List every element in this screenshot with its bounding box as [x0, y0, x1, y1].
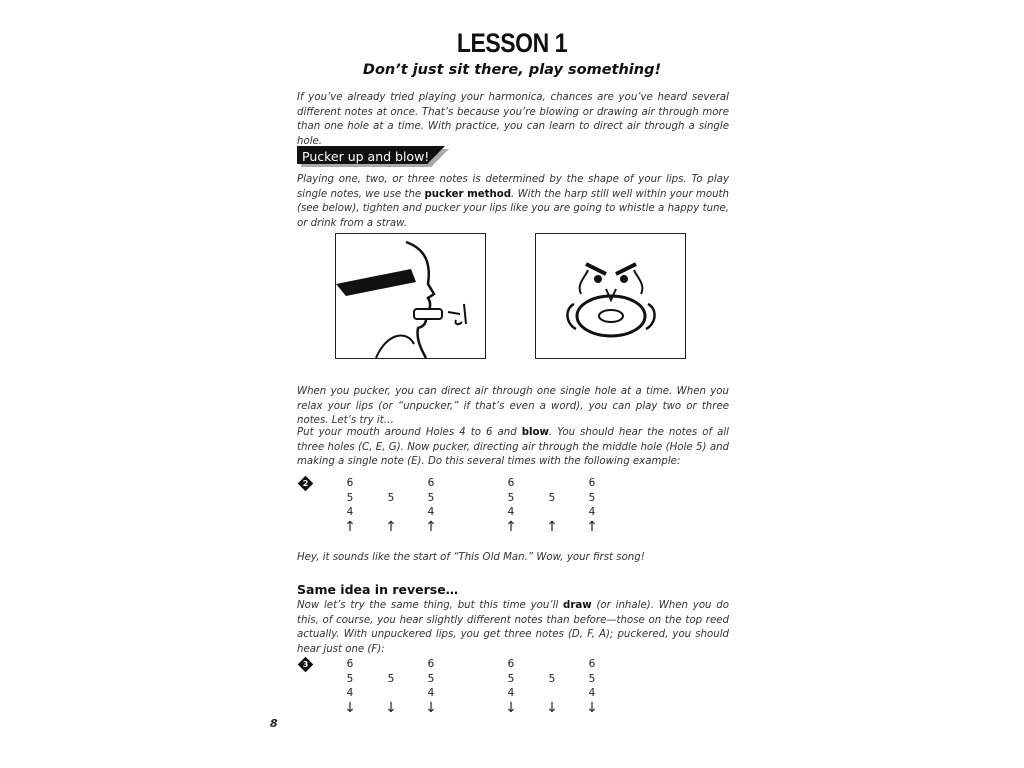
hole-number: [384, 686, 398, 701]
blow-arrow-icon: ↑: [385, 518, 397, 535]
reverse-heading: Same idea in reverse…: [297, 582, 459, 597]
hole-number: [545, 686, 559, 701]
hole-number: 6: [507, 658, 515, 670]
hole-number: [545, 505, 559, 520]
hole-number: [384, 657, 398, 672]
tab-column: [343, 476, 357, 534]
example-2-tab: [297, 476, 737, 536]
hole-number: [545, 657, 559, 672]
tab-column: [585, 476, 599, 534]
hole-number: 6: [507, 477, 515, 489]
tab-column: [504, 476, 518, 534]
pucker-explain-paragraph: When you pucker, you can direct air through one single hole at a time. When you relax your lips (or “unpucker,” if that’s even a word), you can play two or three notes. Let’s try it…: [297, 386, 729, 426]
side-profile-illustration: [335, 233, 486, 359]
page-number: 8: [270, 717, 278, 730]
section-banner-label: Pucker up and blow!: [302, 149, 430, 164]
hole-number: 5: [427, 491, 435, 504]
pucker-paragraph: Playing one, two, or three notes is determined by the shape of your lips. To play single notes, we use the pucker method. With the harp still well within your mouth (see below), tighten and pucker your lips like you are going to whistle a happy tune, or drink from a straw.: [297, 174, 729, 229]
hole-number: 4: [507, 506, 515, 518]
draw-paragraph: Now let’s try the same thing, but this time you’ll draw (or inhale). When you do this, of course, you hear slightly different notes than before—those on the top reed actually. With unpuckered lips, you get three notes (D, F, A); puckered, you should hear just one (F):: [297, 600, 730, 655]
blow-arrow-icon: ↑: [344, 518, 356, 535]
lesson-title: LESSON 1: [456, 28, 568, 58]
hole-number: 5: [346, 491, 354, 504]
draw-arrow-icon: ↓: [546, 699, 558, 716]
hole-number: 4: [588, 506, 596, 518]
draw-arrow-icon: ↓: [505, 699, 517, 716]
lesson-subtitle: Don’t just sit there, play something!: [362, 62, 662, 78]
hole-number: [545, 476, 559, 491]
audio-track-badge: 2: [298, 476, 314, 492]
tab-column: [504, 657, 518, 715]
audio-track-badge: 3: [298, 657, 314, 673]
hole-number: [384, 505, 398, 520]
hole-number: 4: [588, 687, 596, 699]
tab-column: [545, 476, 559, 534]
hole-number: 6: [588, 477, 596, 489]
tab-column: [384, 476, 398, 534]
hole-number: 6: [588, 658, 596, 670]
tab-column: [424, 657, 438, 715]
draw-arrow-icon: ↓: [586, 699, 598, 716]
hole-number: 5: [548, 491, 556, 504]
front-pucker-illustration: [535, 233, 686, 359]
draw-arrow-icon: ↓: [425, 699, 437, 716]
hole-number: 5: [588, 491, 596, 504]
tab-column: [343, 657, 357, 715]
hole-number: 4: [427, 687, 435, 699]
tab-column: [424, 476, 438, 534]
intro-paragraph: If you’ve already tried playing your harmonica, chances are you’ve heard several different notes at once. That’s because you’re blowing or drawing air through more than one hole at a time. With practice, you can learn to direct air through a single hole.: [297, 92, 729, 147]
song-note: Hey, it sounds like the start of “This Old Man.” Wow, your first song!: [297, 552, 645, 563]
hole-number: 4: [427, 506, 435, 518]
blow-arrow-icon: ↑: [586, 518, 598, 535]
hole-number: 5: [346, 672, 354, 685]
hole-number: 5: [387, 491, 395, 504]
tab-column: [585, 657, 599, 715]
hole-number: 5: [548, 672, 556, 685]
hole-number: 5: [427, 672, 435, 685]
blow-paragraph: Put your mouth around Holes 4 to 6 and blow. You should hear the notes of all three holes (C, E, G). Now pucker, directing air through the middle hole (Hole 5) and making a single note (E). Do this several times with the following example:: [297, 427, 729, 467]
hole-number: 4: [346, 687, 354, 699]
hole-number: 5: [387, 672, 395, 685]
blow-arrow-icon: ↑: [425, 518, 437, 535]
hole-number: 5: [588, 672, 596, 685]
draw-arrow-icon: ↓: [385, 699, 397, 716]
hole-number: 6: [427, 658, 435, 670]
hole-number: 4: [346, 506, 354, 518]
tab-column: [545, 657, 559, 715]
hole-number: 5: [507, 672, 515, 685]
hole-number: [384, 476, 398, 491]
blow-arrow-icon: ↑: [546, 518, 558, 535]
hole-number: 4: [507, 687, 515, 699]
hole-number: 6: [427, 477, 435, 489]
hole-number: 5: [507, 491, 515, 504]
tab-column: [384, 657, 398, 715]
hole-number: 6: [346, 477, 354, 489]
blow-arrow-icon: ↑: [505, 518, 517, 535]
section-banner: [297, 146, 445, 164]
draw-arrow-icon: ↓: [344, 699, 356, 716]
hole-number: 6: [346, 658, 354, 670]
example-3-tab: [297, 657, 737, 719]
